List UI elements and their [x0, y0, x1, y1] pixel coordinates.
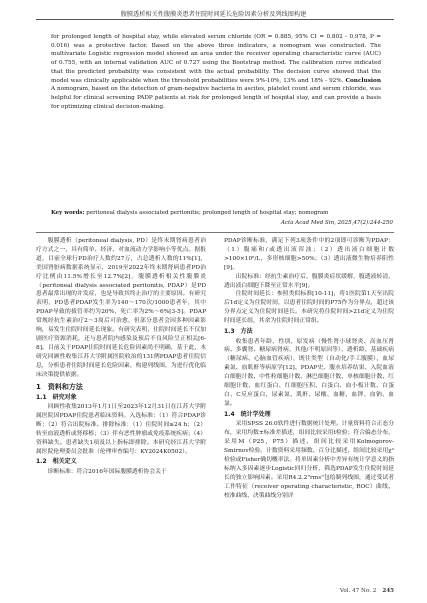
keywords	[51, 209, 381, 217]
abstract-divider	[36, 232, 394, 233]
prolonged-stay-paragraph: 住院时间延长：参照类似标准[10-11]，将1医院第1天至出院后1d定义为住院时间，以患者住院时间的P75作为分界点，超过该分界点定义为住院时间延长。本研究将住院时间>21d定义为住院时间延长组，其余为住院时间正常组。	[224, 291, 394, 325]
abstract-text-2: A nomogram, based on the detection of gram-negative bacteria in ascites, platelet count and serum chloride, was helpful for clinical screening PADP patients at risk for prolonged length of hospital stay, and can provide a basis for optimizing clinical decision-making.	[51, 86, 381, 110]
conclusion-label: Conclusion	[345, 77, 381, 84]
right-column	[224, 237, 394, 500]
subsection-heading-definitions: 1.2 相关定义	[36, 458, 77, 466]
definitions-paragraph: 诊断标准：符合2016年国际腹膜透析协会关于	[47, 468, 167, 475]
running-title: 腹膜透析相关性腹膜炎患者住院时间延长危险因素分析及列线图构建	[120, 11, 307, 18]
subsection-heading-statistics: 1.4 统计学处理	[224, 410, 271, 418]
keywords-text: peritoneal dialysis associated peritonitis; prolonged length of hospital stay; nomogram	[86, 210, 329, 216]
journal-citation: Acta Acad Med Sin, 2025,47(2):244-250	[281, 220, 393, 226]
discharge-criteria-paragraph: 出院标准：经抗生素治疗后，腹膜炎症状缓解，腹透液转清，透出液白细胞下降至正常水平[9]。	[224, 273, 394, 289]
subsection-heading-methods: 1.3 方法	[224, 328, 253, 336]
intro-paragraph: 腹膜透析（peritoneal dialysis, PD）是终末期肾病患者治疗方式之一，具有简单、经济、对血流动力学影响小等优点。据报道，目前全球行PD治疗人数约27万，占总透析人数的11%[1]，美国肾脏病数据系统显示，2019至2022年终末期肾病患者PD治疗比例由11.5%增长至12.7%[2]。腹膜透析相关性腹膜炎（peritoneal dialysis associated peritonitis, PDAP）是PD患者最常出现的并发症，也是导致其终止治疗的主要原因。有研究表明，PD患者PDAP发生率为140～170次/1000患者年，其中PDAP导致的拔管率约为20%，死亡率为2%～6%[3-5]。PDAP常规经抗生素治疗2～3周后可治愈，但部分患者会因多种因素影响，易发生住院时间延长现象。有研究表明，住院时间延长不仅加剧医疗资源消耗，还与患者院内感染及预后不良风险呈正相关[6-8]。目前关于PDAP住院时间延长危险因素尚不明确，基于此，本研究回顾性收集江苏大学附属医院收治的131例PDAP患者住院信息，分析患者住院时间延长危险因素，构建列线图，为进行优化临床决策提供依据。	[36, 238, 206, 378]
left-column	[36, 237, 206, 477]
section-heading-materials-methods: 1 资料和方法	[36, 382, 83, 391]
subsection-heading-subjects: 1.1 研究对象	[36, 393, 77, 401]
statistics-paragraph: 采用SPSS 26.0软件进行数据统计处理。计量资料符合正态分布，采用均数±标准差描述，组间比较采用t检验；符合偏态分布，采用M（P25，P75）描述，组间比较采用Kolmogorov-Smirnov检验。计数资料采用频数、百分比描述，组间比较采用χ²检验或Fisher确切概率法。将单因素分析中差异有统计学意义的指标纳入多因素逐步Logistic回归分析，筛选PDAP发生住院时间延长的独立影响因素。采用R4.2.2"rms"包绘制列线图，通过受试者工作特征（receiver operating characteristic, ROC）曲线、校准曲线、决策曲线分别评	[224, 421, 394, 499]
subjects-paragraph: 回顾性收集2013年1月1日至2023年12月31日在江苏大学附属医院因PDAP住院患者临床资料。入选标准：（1）符合PDAP诊断；（2）符合出院标准。排除标准：（1）住院时间≤24 h；（2）转至血液透析或肾移植；（3）伴有恶性肿瘤或免疫系统疾病；（4）资料缺失。患者缺失1项及以上指标即排除。本研究经江苏大学附属医院伦理委员会批准（伦理审查编号：KY2024K0502）。	[36, 404, 206, 455]
diagnosis-criteria-paragraph: PDAP诊断标准，满足下列3项条件中的2项即可诊断为PDAP：（1）腹痛和/或透出液浑浊；（2）透出液白细胞计数>100×10⁶/L，多形核细胞>50%；（3）透出液微生物培养阳性[9]。	[224, 238, 394, 271]
keywords-label: Key words:	[51, 210, 85, 216]
header-rule	[36, 19, 394, 20]
page-footer	[300, 588, 394, 594]
methods-paragraph: 收集患者年龄、性别、原发病（慢性肾小球肾炎、高血压肾病、多囊肾、糖尿病肾病、其他/不明原因等）、透析龄、基础疾病（糖尿病、心脑血管疾病），既往类型（自动化/手工腹膜），血尿素氮、血肌酐等病原学[12]、PDAP史、腹水培养结果、入院血液白细胞计数、中性粒细胞计数、淋巴细胞计数、单核细胞计数、红细胞计数、血红蛋白、红细胞压积、白蛋白、血小板计数、白蛋白、C反应蛋白、尿素氮、肌酐、尿酸、血糖、血钾、血钠、血氯。	[224, 338, 394, 407]
page-number: 245	[382, 588, 394, 594]
journal-issue: Vol. 47 No. 2	[339, 588, 377, 594]
abstract-continuation	[51, 33, 381, 111]
abstract-text-1: for prolonged length of hospital stay, while elevated serum chloride (OR = 0.885, 95% CI = 0.802 - 0.978, P = 0.016) was a protective factor. Based on the above three indicators, a nomogram was constructed. The multivariate Logistic regression model showed an area under the receiver operating characteristic curve (AUC) of 0.755, with an internal validation AUC of 0.727 using the Bootstrap method. The calibration curve indicated that the predicted probability was consistent with the actual probability. The decision curve showed that the model was clinically applicable when the threshold probabilities were 9%-10%, 13% and 18% - 92%.	[51, 34, 381, 84]
